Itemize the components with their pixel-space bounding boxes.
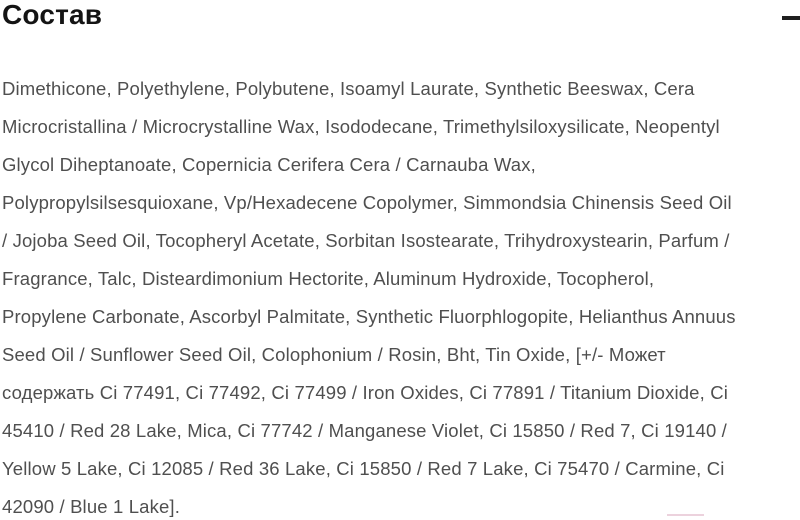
ingredients-line: Propylene Carbonate, Ascorbyl Palmitate, Synthetic Fluorphlogopite, Helianthus Annuus — [2, 306, 736, 327]
ingredients-line: содержать Ci 77491, Ci 77492, Ci 77499 / Iron Oxides, Ci 77891 / Titanium Dioxide, Ci — [2, 382, 728, 403]
ingredients-line: Microcristallina / Microcrystalline Wax, Isododecane, Trimethylsiloxysilicate, Neopentyl — [2, 116, 720, 137]
ingredients-line: Yellow 5 Lake, Ci 12085 / Red 36 Lake, Ci 15850 / Red 7 Lake, Ci 75470 / Carmine, Ci — [2, 458, 725, 479]
minus-icon[interactable] — [782, 16, 800, 20]
ingredients-line: 45410 / Red 28 Lake, Mica, Ci 77742 / Manganese Violet, Ci 15850 / Red 7, Ci 19140 / — [2, 420, 727, 441]
ingredients-line: Fragrance, Talc, Disteardimonium Hectorite, Aluminum Hydroxide, Tocopherol, — [2, 268, 655, 289]
ingredients-line: Polypropylsilsesquioxane, Vp/Hexadecene Copolymer, Simmondsia Chinensis Seed Oil — [2, 192, 732, 213]
ingredients-line: Glycol Diheptanoate, Copernicia Cerifera Cera / Carnauba Wax, — [2, 154, 536, 175]
ingredients-text — [2, 70, 800, 520]
ingredients-line: Seed Oil / Sunflower Seed Oil, Colophonium / Rosin, Bht, Tin Oxide, [+/- Может — [2, 344, 666, 365]
ingredients-line: 42090 / Blue 1 Lake]. — [2, 496, 181, 517]
pink-divider — [667, 514, 704, 516]
section-title: Состав — [2, 0, 103, 30]
ingredients-line: Dimethicone, Polyethylene, Polybutene, Isoamyl Laurate, Synthetic Beeswax, Cera — [2, 78, 695, 99]
accordion-header[interactable] — [0, 0, 800, 34]
ingredients-line: / Jojoba Seed Oil, Tocopheryl Acetate, Sorbitan Isostearate, Trihydroxystearin, Parfum / — [2, 230, 730, 251]
